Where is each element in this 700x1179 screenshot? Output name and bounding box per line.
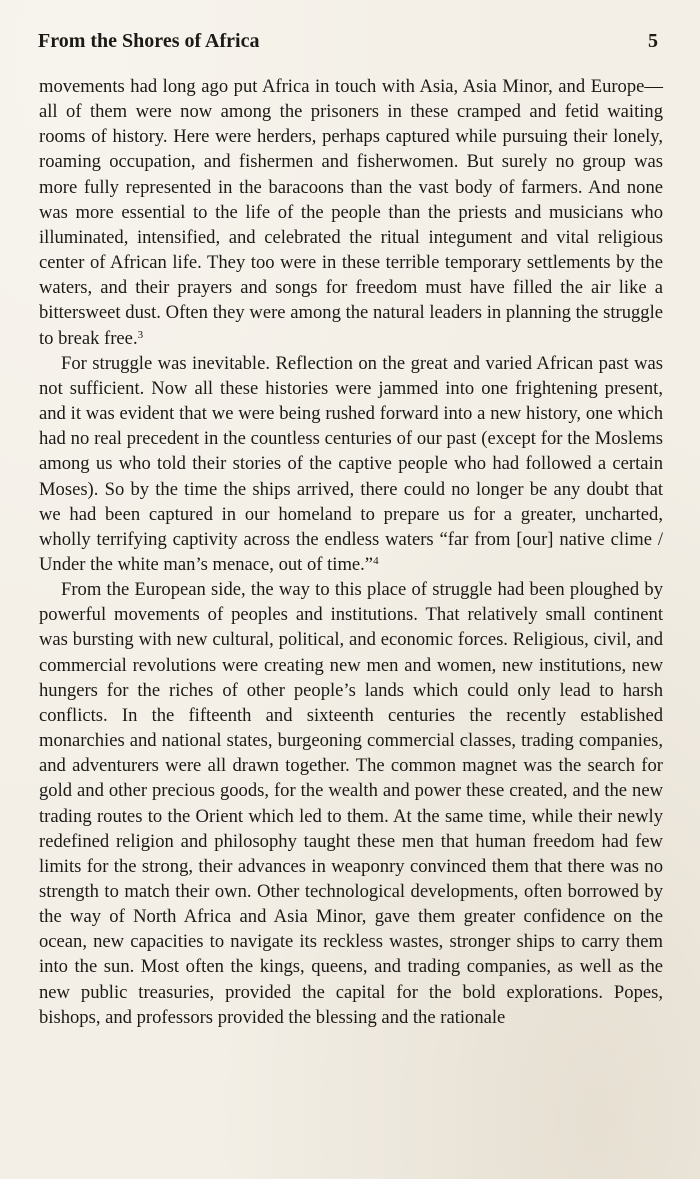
paragraph-text: movements had long ago put Africa in touch with Asia, Asia Minor, and Europe—all of them were now among the prisoners in these cramped and fetid waiting rooms of history. Here were herders, perhaps captured while pursuing their lonely, roaming occupation, and fishermen and fisherwomen. But surely no group was more fully represented in the baracoons than the vast body of farmers. And none was more essential to the life of the people than the priests and musicians who illuminated, intensified, and celebrated the ritual integument and vital religious center of African life. They too were in these terrible temporary settlements by the waters, and their prayers and songs for freedom must have filled the air like a bittersweet dust. Often they were among the natural leaders in planning the struggle to break free. bbox=[39, 76, 663, 349]
paragraph-2 bbox=[39, 351, 663, 577]
page-number: 5 bbox=[648, 30, 658, 52]
paragraph-1 bbox=[39, 74, 663, 351]
paragraph-3 bbox=[39, 577, 663, 1030]
running-head bbox=[38, 30, 658, 60]
footnote-marker: 4 bbox=[373, 554, 379, 567]
paragraph-text: For struggle was inevitable. Reflection on the great and varied African past was not sufficient. Now all these histories were jammed into one frightening present, and it was evident that we were being rushed forward into a new history, one which had no real precedent in the countless centuries of our past (except for the Moslems among us who told their stories of the captive people who had followed a certain Moses). So by the time the ships arrived, there could no longer be any doubt that we had been captured in our homeland to prepare us for a greater, uncharted, wholly terrifying captivity across the endless waters “far from [our] native clime / Under the white man’s menace, out of time.” bbox=[39, 352, 663, 575]
body-text bbox=[39, 74, 663, 1030]
footnote-marker: 3 bbox=[137, 328, 144, 341]
running-title: From the Shores of Africa bbox=[38, 30, 260, 52]
paragraph-text: From the European side, the way to this place of struggle had been ploughed by powerful movements of peoples and institutions. That relatively small continent was bursting with new cultural, political, and economic forces. Religious, civil, and commercial revolutions were creating new men and women, new institutions, new hungers for the riches of other people’s lands which could only lead to harsh conflicts. In the fifteenth and sixteenth centuries the recently established monarchies and national states, burgeoning commercial classes, trading companies, and adventurers were all drawn together. The common magnet was the search for gold and other precious goods, for the wealth and power these created, and the new trading routes to the Orient which led to them. At the same time, while their newly redefined religion and philosophy taught these men that human freedom had few limits for the strong, their advances in weaponry convinced them that there was no strength to match their own. Other technological developments, often borrowed by the way of North Africa and Asia Minor, gave them greater confidence on the ocean, new capacities to navigate its reckless wastes, stronger ships to carry them into the sun. Most often the kings, queens, and trading companies, as well as the new public treasuries, provided the capital for the bold explorations. Popes, bishops, and professors provided the blessing and the rationale bbox=[39, 579, 663, 1028]
